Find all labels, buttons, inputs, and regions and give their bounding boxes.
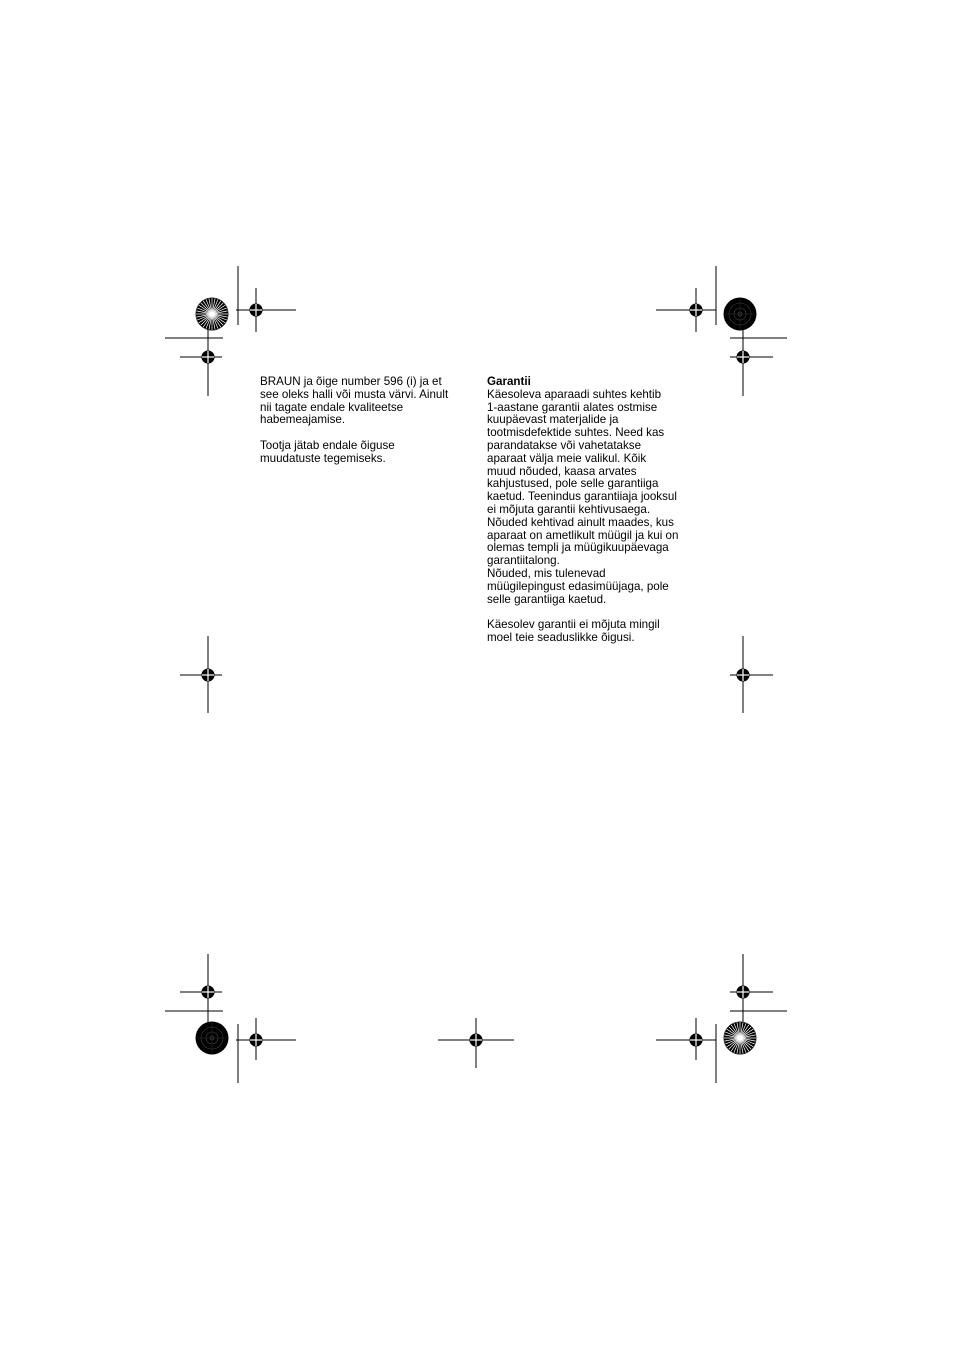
text-line: kaetud. Teenindus garantiiaja jooksul [487, 490, 677, 504]
registration-mark-icon [470, 1034, 482, 1046]
paragraph-changes-reserved [260, 440, 448, 466]
text-line: muud nõuded, kaasa arvates [487, 464, 637, 478]
paragraph-legal-rights [487, 619, 678, 645]
starburst-target-icon [724, 1022, 757, 1055]
registration-mark-icon [250, 304, 262, 316]
starburst-target-icon [196, 298, 229, 331]
registration-mark-icon [250, 1034, 262, 1046]
registration-mark-icon [202, 986, 214, 998]
text-line: kahjustused, pole selle garantiiga [487, 477, 659, 491]
text-line: aparaat on ametlikult müügil ja kui on [487, 528, 679, 542]
section-heading-garantii: Garantii [487, 375, 531, 388]
registration-mark-icon [737, 986, 749, 998]
text-line: parandatakse või vahetatakse [487, 438, 642, 452]
text-line: muudatuste tegemiseks. [260, 451, 386, 465]
text-line: aparaat välja meie valikul. Kõik [487, 451, 647, 465]
text-line: Nõuded kehtivad ainult maades, kus [487, 515, 674, 529]
text-line: garantiitalong. [487, 554, 560, 568]
registration-mark-icon [202, 351, 214, 363]
text-line: müügilepingust edasimüüjaga, pole [487, 579, 669, 593]
text-line: Käesolev garantii ei mõjuta mingil [487, 618, 660, 632]
text-line: selle garantiiga kaetud. [487, 592, 607, 606]
left-text-column [260, 376, 448, 478]
text-line: BRAUN ja õige number 596 (i) ja et [260, 375, 442, 388]
text-line: Nõuded, mis tulenevad [487, 566, 606, 580]
text-line: nii tagate endale kvaliteetse [260, 400, 404, 414]
registration-mark-icon [737, 351, 749, 363]
text-line: 1-aastane garantii alates ostmise [487, 400, 658, 414]
starburst-target-icon [196, 1022, 229, 1055]
text-line: olemas templi ja müügikuupäevaga [487, 541, 669, 555]
text-line: tootmisdefektide suhtes. Need kas [487, 426, 665, 440]
text-line: kuupäevast materjalide ja [487, 413, 619, 427]
text-line: Tootja jätab endale õiguse [260, 438, 395, 452]
registration-mark-icon [690, 304, 702, 316]
starburst-target-icon [724, 298, 757, 331]
text-line: moel teie seaduslikke õigusi. [487, 630, 635, 644]
text-line: see oleks halli või musta värvi. Ainult [260, 387, 449, 401]
text-line: ei mõjuta garantii kehtivusaega. [487, 502, 651, 516]
paragraph-braun-number [260, 376, 448, 427]
paragraph-warranty-terms [487, 389, 678, 607]
text-line: habemeajamise. [260, 413, 346, 427]
registration-mark-icon [202, 669, 214, 681]
text-line: Käesoleva aparaadi suhtes kehtib [487, 387, 662, 401]
registration-mark-icon [690, 1034, 702, 1046]
registration-mark-icon [737, 669, 749, 681]
right-text-column [487, 376, 678, 658]
